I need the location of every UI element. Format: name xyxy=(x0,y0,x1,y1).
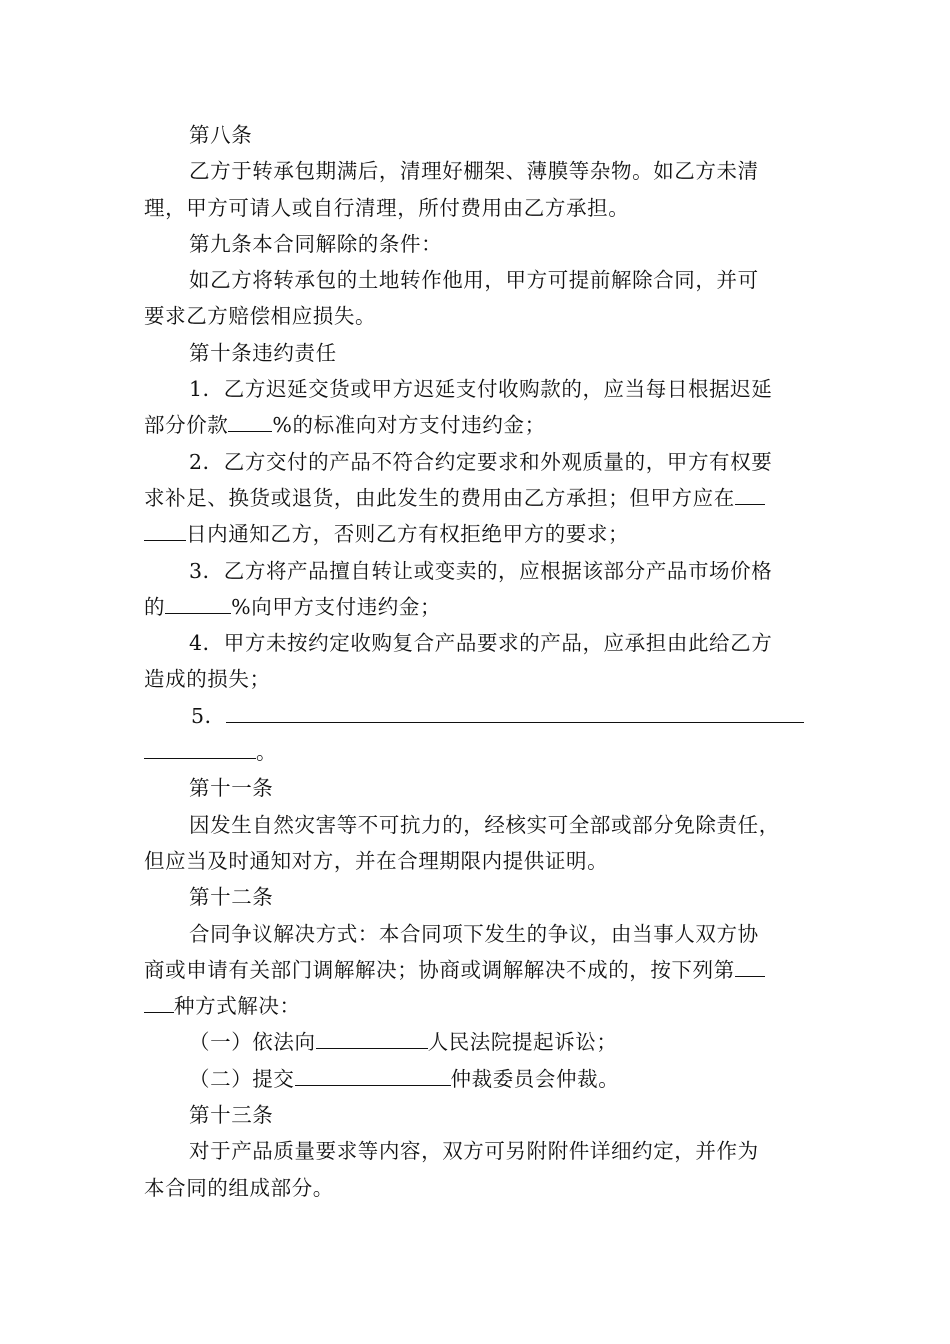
paragraph-line xyxy=(144,952,812,988)
clause-2-line xyxy=(144,444,812,480)
text-span: 的 xyxy=(144,594,166,619)
paragraph-line xyxy=(144,807,812,843)
text-span: 理，甲方可请人或自行清理，所付费用由乙方承担。 xyxy=(144,195,630,220)
clause-4-line xyxy=(144,661,812,697)
paragraph-line xyxy=(144,988,812,1024)
paragraph-line xyxy=(144,190,812,226)
text-span: 3．乙方将产品擅自转让或变卖的，应根据该部分产品市场价格 xyxy=(189,558,773,583)
article-12-heading xyxy=(144,879,812,915)
blank-field xyxy=(735,482,765,505)
text-span: 4．甲方未按约定收购复合产品要求的产品，应承担由此给乙方 xyxy=(189,631,773,656)
clause-5-line xyxy=(144,734,812,770)
text-span: 如乙方将转承包的土地转作他用，甲方可提前解除合同，并可 xyxy=(189,268,759,293)
clause-3-line xyxy=(144,553,812,589)
blank-field xyxy=(165,591,231,614)
text-span: 求补足、换货或退货，由此发生的费用由乙方承担；但甲方应在 xyxy=(144,485,735,510)
clause-4-line xyxy=(144,625,812,661)
blank-field xyxy=(316,1026,428,1049)
text-span: 种方式解决： xyxy=(174,994,301,1019)
text-span: 第十三条 xyxy=(189,1103,274,1128)
text-span: 人民法院提起诉讼； xyxy=(427,1030,618,1055)
text-span: 造成的损失； xyxy=(144,667,271,692)
blank-field xyxy=(228,409,272,432)
text-span: 本合同的组成部分。 xyxy=(144,1175,334,1200)
article-8-heading xyxy=(144,117,812,153)
text-span: 。 xyxy=(256,740,278,765)
paragraph-line xyxy=(144,1133,812,1169)
option-1-line xyxy=(144,1024,812,1060)
text-span: 第十条违约责任 xyxy=(189,340,337,365)
blank-field xyxy=(144,518,186,541)
text-span: 1．乙方迟延交货或甲方迟延支付收购款的，应当每日根据迟延 xyxy=(189,377,773,402)
text-span: 仲裁委员会仲裁。 xyxy=(450,1066,620,1091)
blank-field xyxy=(735,954,765,977)
text-span: 第十一条 xyxy=(189,776,274,801)
text-span: 商或申请有关部门调解解决；协商或调解解决不成的，按下列第 xyxy=(144,957,735,982)
clause-1-line xyxy=(144,407,812,443)
text-span: 2．乙方交付的产品不符合约定要求和外观质量的，甲方有权要 xyxy=(189,449,773,474)
paragraph-line xyxy=(144,916,812,952)
contract-text xyxy=(144,117,812,1206)
text-span: 因发生自然灾害等不可抗力的，经核实可全部或部分免除责任， xyxy=(189,812,780,837)
text-span: 5． xyxy=(191,703,226,728)
text-span: 日内通知乙方，否则乙方有权拒绝甲方的要求； xyxy=(186,522,630,547)
text-span: 部分价款 xyxy=(144,413,229,438)
option-2-line xyxy=(144,1061,812,1097)
text-span: 但应当及时通知对方，并在合理期限内提供证明。 xyxy=(144,848,609,873)
text-span: 第九条本合同解除的条件： xyxy=(189,231,443,256)
clause-3-line xyxy=(144,589,812,625)
text-span: %的标准向对方支付违约金； xyxy=(272,413,546,438)
clause-5-line xyxy=(144,698,812,734)
article-10-heading xyxy=(144,335,812,371)
text-span: 要求乙方赔偿相应损失。 xyxy=(144,304,377,329)
blank-field xyxy=(144,736,256,759)
paragraph-line xyxy=(144,298,812,334)
text-span: 第八条 xyxy=(189,123,253,147)
article-9-heading xyxy=(144,226,812,262)
text-span: （一）依法向 xyxy=(189,1030,316,1055)
clause-2-line xyxy=(144,480,812,516)
blank-field xyxy=(144,990,174,1013)
text-span: （二）提交 xyxy=(189,1066,295,1091)
blank-field xyxy=(295,1063,451,1086)
paragraph-line xyxy=(144,843,812,879)
article-11-heading xyxy=(144,770,812,806)
paragraph-line xyxy=(144,262,812,298)
text-span: 乙方于转承包期满后，清理好棚架、薄膜等杂物。如乙方未清 xyxy=(189,159,759,184)
text-span: %向甲方支付违约金； xyxy=(231,594,442,619)
paragraph-line xyxy=(144,1170,812,1206)
text-span: 第十二条 xyxy=(189,885,274,910)
article-13-heading xyxy=(144,1097,812,1133)
paragraph-line xyxy=(144,153,812,189)
text-span: 合同争议解决方式：本合同项下发生的争议，由当事人双方协 xyxy=(189,921,759,946)
clause-1-line xyxy=(144,371,812,407)
clause-2-line xyxy=(144,516,812,552)
blank-field xyxy=(226,700,804,723)
text-span: 对于产品质量要求等内容，双方可另附附件详细约定，并作为 xyxy=(189,1139,759,1164)
